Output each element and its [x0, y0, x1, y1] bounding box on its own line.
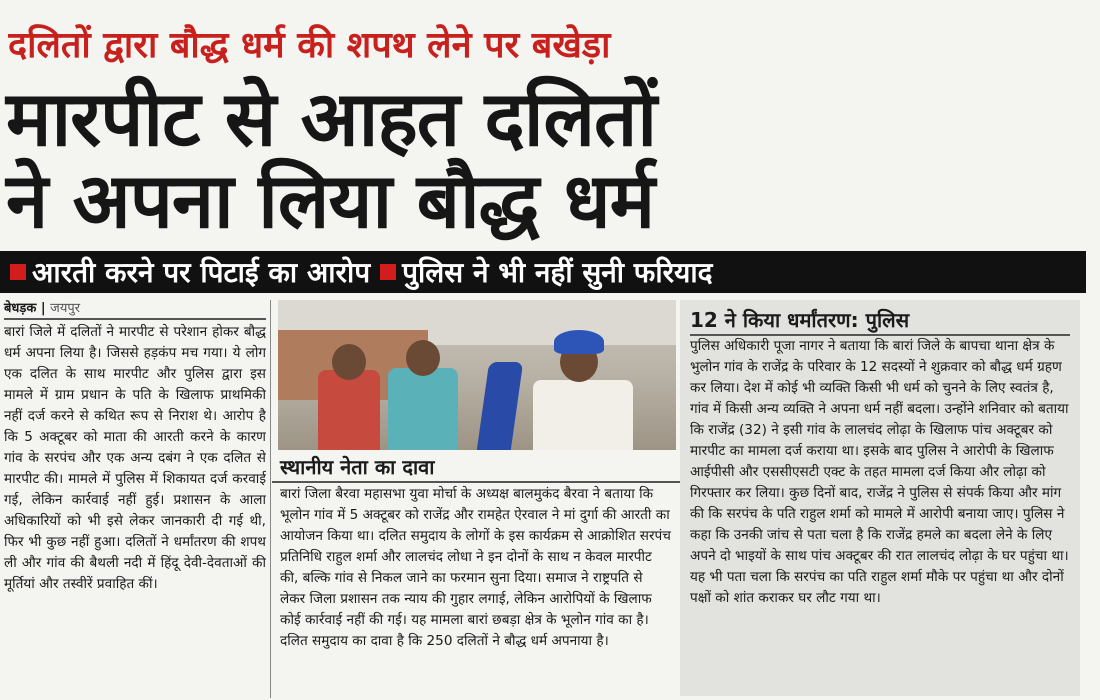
- person-figure: [533, 380, 633, 450]
- subheading-2: [380, 253, 712, 291]
- subheading-2-text: पुलिस ने भी नहीं सुनी फरियाद: [402, 256, 713, 289]
- headline-line-1: मारपीट से आहत दलितों: [6, 74, 657, 163]
- kicker-headline: दलितों द्वारा बौद्ध धर्म की शपथ लेने पर बखेड़ा: [8, 25, 611, 66]
- byline-name: बेधड़क: [4, 301, 37, 316]
- byline-place: जयपुर: [50, 301, 81, 316]
- bullet-square-icon: [380, 264, 396, 280]
- byline-separator: |: [40, 301, 51, 316]
- news-photo: [278, 300, 676, 450]
- person-head: [406, 340, 440, 376]
- bullet-square-icon: [10, 264, 26, 280]
- person-figure: [388, 368, 458, 450]
- column-1-text: बारां जिले में दलितों ने मारपीट से परेशान होकर बौद्ध धर्म अपना लिया है। जिससे हड़कंप मच गया। ये लोग एक दलित के साथ मारपीट और पुलिस द्वारा इस मामले में ग्राम प्रधान के पति के खिलाफ प्राथमिकी नहीं दर्ज करने से कथित रूप से निराश थे। आरोप है कि 5 अक्टूबर को माता की आरती करने के कारण गांव के सरपंच और एक अन्य दबंग ने एक दलित से मारपीट की। मामले में पुलिस में शिकायत दर्ज करवाई गई, लेकिन कार्रवाई नहीं हुई। प्रशासन के आला अधिकारियों को भी इसे लेकर जानकारी दी गई थी, फिर भी कुछ नहीं हुआ। दलितों ने धर्मांतरण की शपथ ली और गांव की बैथली नदी में हिंदू देवी-देवताओं की मूर्तियां और तस्वीरें प्रवाहित कीं।: [4, 324, 266, 592]
- column-divider: [270, 300, 271, 698]
- sidebar-title: 12 ने किया धर्मांतरण: पुलिस: [690, 306, 1070, 336]
- flag-figure: [477, 362, 523, 450]
- subheading-bar: [0, 251, 1086, 293]
- person-head: [332, 344, 366, 380]
- article-column-3: [690, 336, 1074, 696]
- subheading-1: [10, 253, 370, 291]
- column-2-text: बारां जिला बैरवा महासभा युवा मोर्चा के अध्यक्ष बालमुकंद बैरवा ने बताया कि भूलोन गांव में 5 अक्टूबर को राजेंद्र और रामहेत ऐरवाल ने मां दुर्गा की आरती का आयोजन किया था। दलित समुदाय के लोगों के इस कार्यक्रम से आक्रोशित सरपंच प्रतिनिधि राहुल शर्मा और लालचंद लोधा ने इन दोनों के साथ न केवल मारपीट की, बल्कि गांव से निकल जाने का फरमान सुना दिया। समाज ने राष्ट्रपति से लेकर जिला प्रशासन तक न्याय की गुहार लगाई, लेकिन आरोपियों के खिलाफ कोई कार्रवाई नहीं की गई। यह मामला बारां छबड़ा क्षेत्र के भूलोन गांव का है। दलित समुदाय का दावा है कि 250 दलितों ने बौद्ध धर्म अपनाया है।: [280, 486, 671, 649]
- main-headline: [6, 74, 1094, 245]
- byline: [4, 298, 80, 316]
- turban-shape: [554, 330, 604, 354]
- article-column-1: [4, 322, 266, 696]
- article-column-2: [280, 484, 672, 696]
- headline-line-2: ने अपना लिया बौद्ध धर्म: [6, 156, 655, 245]
- subheading-1-text: आरती करने पर पिटाई का आरोप: [32, 256, 371, 289]
- section-2-title: स्थानीय नेता का दावा: [272, 453, 684, 483]
- byline-rule: [4, 318, 266, 320]
- person-figure: [318, 370, 380, 450]
- column-3-text: पुलिस अधिकारी पूजा नागर ने बताया कि बारां जिले के बापचा थाना क्षेत्र के भुलोन गांव के राजेंद्र के परिवार के 12 सदस्यों ने शुक्रवार को बौद्ध धर्म ग्रहण कर लिया। देश में कोई भी व्यक्ति किसी भी धर्म को चुनने के लिए स्वतंत्र है, गांव में किसी अन्य व्यक्ति ने अपना धर्म नहीं बदला। उन्होंने शनिवार को बताया कि राजेंद्र (32) ने इसी गांव के लालचंद लोढ़ा के खिलाफ पांच अक्टूबर को मारपीट का मामला दर्ज कराया था। इसके बाद पुलिस ने आरोपी के खिलाफ आईपीसी और एससीएसटी एक्ट के तहत मामला दर्ज किया और लोढ़ा को गिरफ्तार कर लिया। कुछ दिनों बाद, राजेंद्र ने पुलिस से संपर्क किया और मांग की कि सरपंच के पति राहुल शर्मा को मामले में आरोपी बनाया जाए। पुलिस ने कहा कि उनकी जांच से पता चला है कि राजेंद्र हमले का बदला लेने के लिए अपने दो भाइयों के साथ पांच अक्टूबर की रात लालचंद लोढ़ा के घर पहुंचा था। यह भी पता चला कि सरपंच का पति राहुल शर्मा मौके पर पहुंचा था और दोनों पक्षों को शांत कराकर घर लौट गया था।: [690, 338, 1069, 606]
